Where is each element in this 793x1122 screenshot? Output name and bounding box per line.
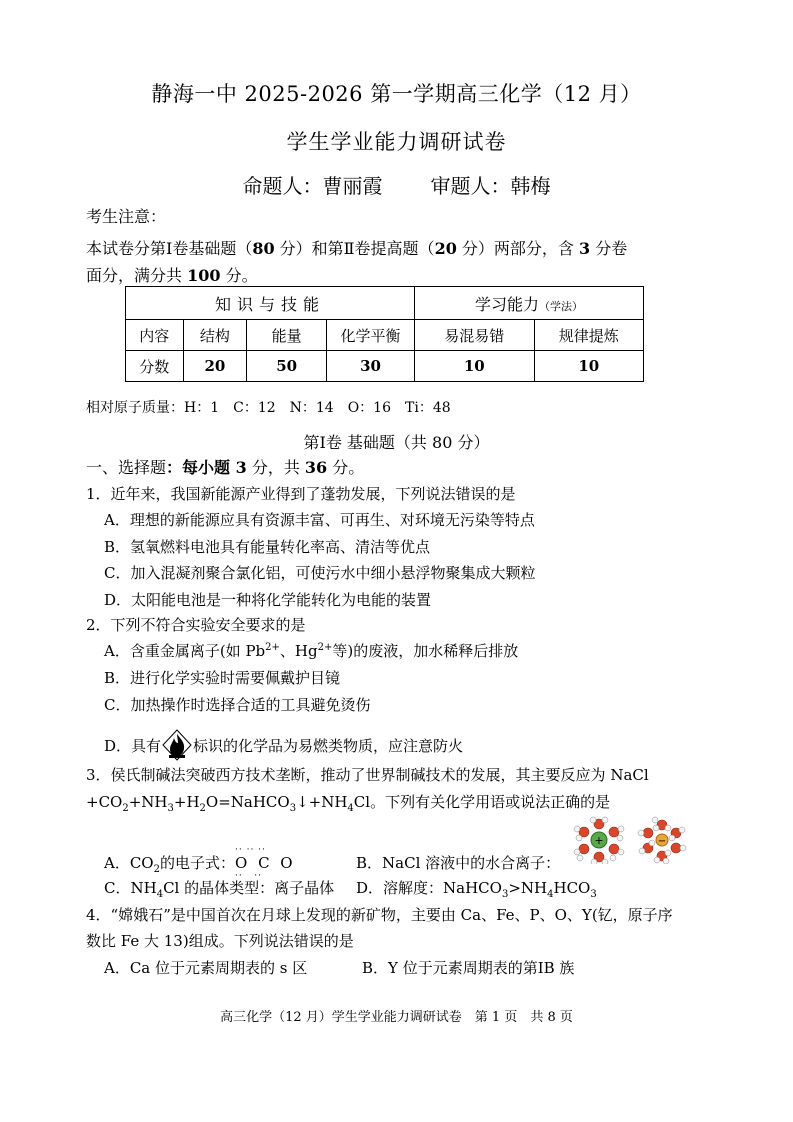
q4-option-a: A．Ca 位于元素周期表的 s 区: [104, 959, 308, 977]
col-confusion: 易混易错: [415, 320, 535, 351]
q4-line-1: 4．“嫦娥石”是中国首次在月球上发现的新矿物，主要由 Ca、Fe、P、O、Y(钇，原子序: [86, 906, 673, 924]
section-1-title: 第Ⅰ卷 基础题（共 80 分）: [303, 433, 490, 452]
col-equilibrium: 化学平衡: [327, 320, 415, 351]
notice-line-2: 面分，满分共 100 分。: [86, 266, 258, 285]
svg-text:+: +: [594, 834, 604, 847]
q3-line-2: $+CO_2+NH_3+H_2O=NaHCO_3↓+NH_4Cl$。下列有关化学用语或说法正确的是: [86, 793, 611, 814]
q1-option-d: D．太阳能电池是一种将化学能转化为电能的装置: [104, 591, 432, 609]
q2-option-b: B．进行化学实验时需要佩戴护目镜: [104, 669, 341, 687]
svg-text:−: −: [657, 836, 667, 847]
q3-option-d: D．溶解度：$NaHCO_3>NH_4HCO_3$: [356, 879, 597, 900]
page-footer: 高三化学（12 月）学生学业能力调研试卷 第 1 页 共 8 页: [220, 1010, 573, 1025]
flammable-hazard-icon: [161, 728, 193, 766]
q2-option-c: C．加热操作时选择合适的工具避免烫伤: [104, 696, 371, 714]
q2-option-a: A．含重金属离子(如 $Pb^{2+}$、$Hg^{2+}$等)的废液，加水稀释后排放: [104, 642, 519, 660]
score-confusion: 10: [415, 351, 535, 382]
row-label-content: 内容: [126, 320, 184, 351]
reviewer-name: 审题人：韩梅: [430, 174, 551, 198]
q2-stem: 2．下列不符合实验安全要求的是: [86, 616, 306, 634]
exam-title: 静海一中 2025-2026 第一学期高三化学（12 月）: [151, 82, 642, 106]
cl-hydrated-cluster: [638, 817, 686, 864]
q1-option-a: A．理想的新能源应具有资源丰富、可再生、对环境无污染等特点: [104, 511, 535, 529]
q3-option-c: C．$NH_4Cl$ 的晶体类型：离子晶体: [104, 879, 335, 900]
q1-option-c: C．加入混凝剂聚合氯化铝，可使污水中细小悬浮物聚集成大颗粒: [104, 564, 536, 582]
exam-subtitle: 学生学业能力调研试卷: [286, 130, 507, 154]
q2-option-d: D．具有 标识的化学品为易燃类物质，应注意防火: [104, 728, 463, 766]
atomic-masses: 相对原子质量：H：1 C：12 N：14 O：16 Ti：48: [86, 400, 451, 416]
q3-option-a: A．$CO_2$的电子式：O C O ·· ·· ·· ·· ··: [104, 845, 296, 881]
q4-option-b: B．Y 位于元素周期表的第ⅠB 族: [362, 959, 575, 977]
group-header-knowledge: 知识与技能: [126, 287, 415, 320]
q3-option-b: B．NaCl 溶液中的水合离子：: [356, 854, 561, 872]
q4-line-2: 数比 Fe 大 13)组成。下列说法错误的是: [86, 932, 354, 950]
score-equilibrium: 30: [327, 351, 415, 382]
col-rules: 规律提炼: [534, 320, 643, 351]
col-energy: 能量: [247, 320, 327, 351]
group-header-ability: 学习能力（学法）: [415, 287, 644, 320]
score-rules: 10: [534, 351, 643, 382]
part-1-heading: 一、选择题：每小题 3 分，共 36 分。: [86, 458, 365, 477]
na-hydrated-cluster: [574, 817, 624, 864]
q3-line-1: 3．侯氏制碱法突破西方技术垄断，推动了世界制碱技术的发展，其主要反应为 NaCl: [86, 766, 649, 784]
hydrated-ions-figure: [566, 816, 694, 864]
notice-line-1: 本试卷分第Ⅰ卷基础题（80 分）和第Ⅱ卷提高题（20 分）两部分，含 3 分卷: [86, 239, 628, 258]
score-structure: 20: [183, 351, 247, 382]
authors-line: [0, 170, 793, 199]
q1-stem: 1．近年来，我国新能源产业得到了蓬勃发展，下列说法错误的是: [86, 485, 516, 503]
setter-name: 命题人：曹丽霞: [242, 174, 383, 198]
score-energy: 50: [247, 351, 327, 382]
q1-option-b: B．氢氧燃料电池具有能量转化率高、清洁等优点: [104, 538, 431, 556]
col-structure: 结构: [183, 320, 247, 351]
row-label-score: 分数: [126, 351, 184, 382]
notice-heading: 考生注意：: [86, 207, 167, 226]
score-distribution-table: [125, 286, 644, 382]
co2-electron-formula: O C O ·· ·· ·· ·· ··: [235, 845, 296, 881]
